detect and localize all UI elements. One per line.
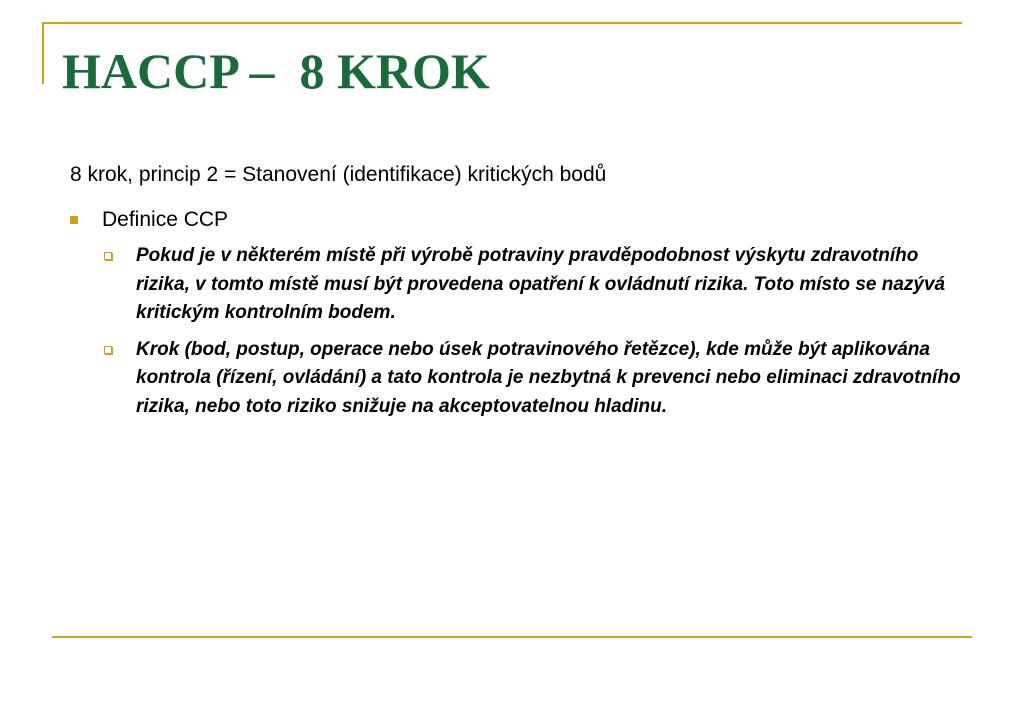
slide-title: HACCP – 8 KROK [62, 43, 490, 99]
sub-bullet-item [104, 336, 984, 422]
square-bullet-icon [70, 216, 78, 224]
bullet-text: Definice CCP [102, 208, 229, 231]
bottom-accent-line [52, 636, 972, 638]
left-accent-line [42, 22, 44, 84]
top-accent-line [42, 22, 962, 24]
sub-bullet-text: Krok (bod, postup, operace nebo úsek potravinového řetězce), kde může být aplikována kontrola (řízení, ovládání) a tato kontrola je nezbytná k prevenci nebo eliminaci zdravotního rizika, nebo toto riziko snižuje na akceptovatelnou hladinu. [136, 338, 961, 417]
slide-subtitle: 8 krok, princip 2 = Stanovení (identifikace) kritických bodů [70, 163, 607, 186]
bullet-list [70, 205, 970, 235]
bullet-item-definice-ccp [70, 205, 970, 235]
sub-bullet-item [104, 242, 984, 328]
hollow-square-bullet-icon [104, 346, 112, 354]
hollow-square-bullet-icon [104, 252, 112, 260]
sub-bullet-text: Pokud je v některém místě při výrobě potraviny pravděpodobnost výskytu zdravotního rizika, v tomto místě musí být provedena opatření k ovládnutí rizika. Toto místo se nazývá kritickým kontrolním bodem. [136, 245, 946, 323]
sub-bullet-list [104, 242, 984, 429]
